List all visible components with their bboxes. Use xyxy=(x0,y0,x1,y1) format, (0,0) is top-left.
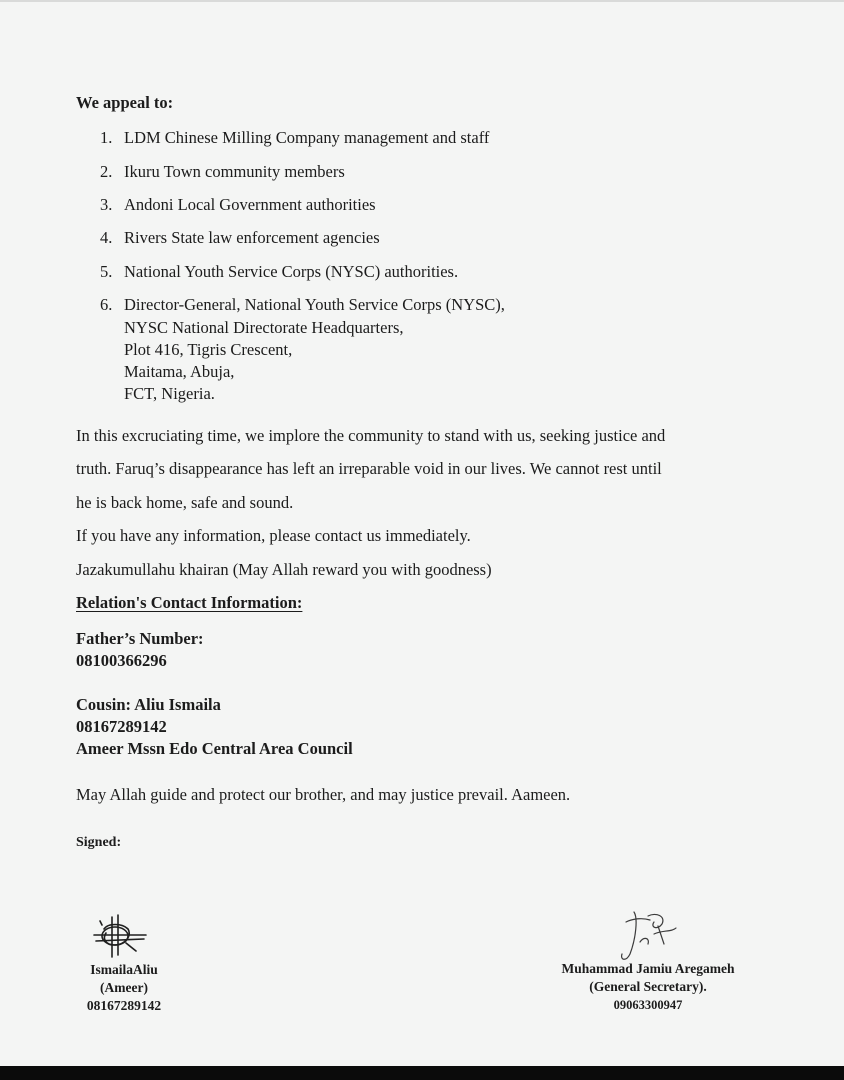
info-request-line: If you have any information, please contact us immediately. xyxy=(76,526,471,545)
address-line: Plot 416, Tigris Crescent, xyxy=(124,340,293,359)
list-item-number: 4. xyxy=(100,228,113,247)
left-signatory-phone: 08167289142 xyxy=(86,998,162,1013)
signed-label: Signed: xyxy=(76,835,122,850)
list-item-number: 5. xyxy=(100,262,113,281)
cousin-title: Ameer Mssn Edo Central Area Council xyxy=(76,739,353,758)
left-signature-mark xyxy=(88,913,152,959)
appeal-heading: We appeal to: xyxy=(76,93,174,112)
cousin-label: Cousin: Aliu Ismaila xyxy=(76,695,221,714)
list-item-text: LDM Chinese Milling Company management and staff xyxy=(124,128,490,147)
paragraph-line: In this excruciating time, we implore the community to stand with us, seeking justice and xyxy=(76,426,666,445)
right-signature-mark xyxy=(614,908,684,966)
father-number: 08100366296 xyxy=(76,651,167,670)
closing-prayer: May Allah guide and protect our brother, and may justice prevail. Aameen. xyxy=(76,785,571,804)
top-edge xyxy=(0,0,844,2)
father-label: Father’s Number: xyxy=(76,629,204,648)
jazakallah-line: Jazakumullahu khairan (May Allah reward you with goodness) xyxy=(76,560,492,579)
list-item-text: Andoni Local Government authorities xyxy=(124,195,376,214)
address-line: Maitama, Abuja, xyxy=(124,362,235,381)
list-item-number: 6. xyxy=(100,295,113,314)
list-item-number: 1. xyxy=(100,128,113,147)
left-signatory xyxy=(64,961,184,1015)
right-signatory-name: Muhammad Jamiu Aregameh xyxy=(561,961,735,976)
bottom-bar xyxy=(0,1066,844,1080)
cousin-number: 08167289142 xyxy=(76,717,167,736)
left-signatory-title: (Ameer) xyxy=(100,980,148,995)
right-signatory-phone: 09063300947 xyxy=(613,998,683,1012)
list-item-text: Rivers State law enforcement agencies xyxy=(124,228,380,247)
contact-heading: Relation's Contact Information: xyxy=(76,593,303,612)
list-item-text: National Youth Service Corps (NYSC) authorities. xyxy=(124,262,459,281)
paragraph-line: he is back home, safe and sound. xyxy=(76,493,294,512)
list-item-text: Ikuru Town community members xyxy=(124,162,345,181)
right-signatory-title: (General Secretary). xyxy=(589,979,707,994)
address-line: NYSC National Directorate Headquarters, xyxy=(124,318,404,337)
right-signatory xyxy=(528,960,768,1014)
list-item-number: 2. xyxy=(100,162,113,181)
address-line: Director-General, National Youth Service Corps (NYSC), xyxy=(124,295,505,314)
paragraph-line: truth. Faruq’s disappearance has left an irreparable void in our lives. We cannot rest until xyxy=(76,459,662,478)
left-signatory-name: IsmailaAliu xyxy=(90,962,158,977)
list-item-number: 3. xyxy=(100,195,113,214)
address-line: FCT, Nigeria. xyxy=(124,384,215,403)
